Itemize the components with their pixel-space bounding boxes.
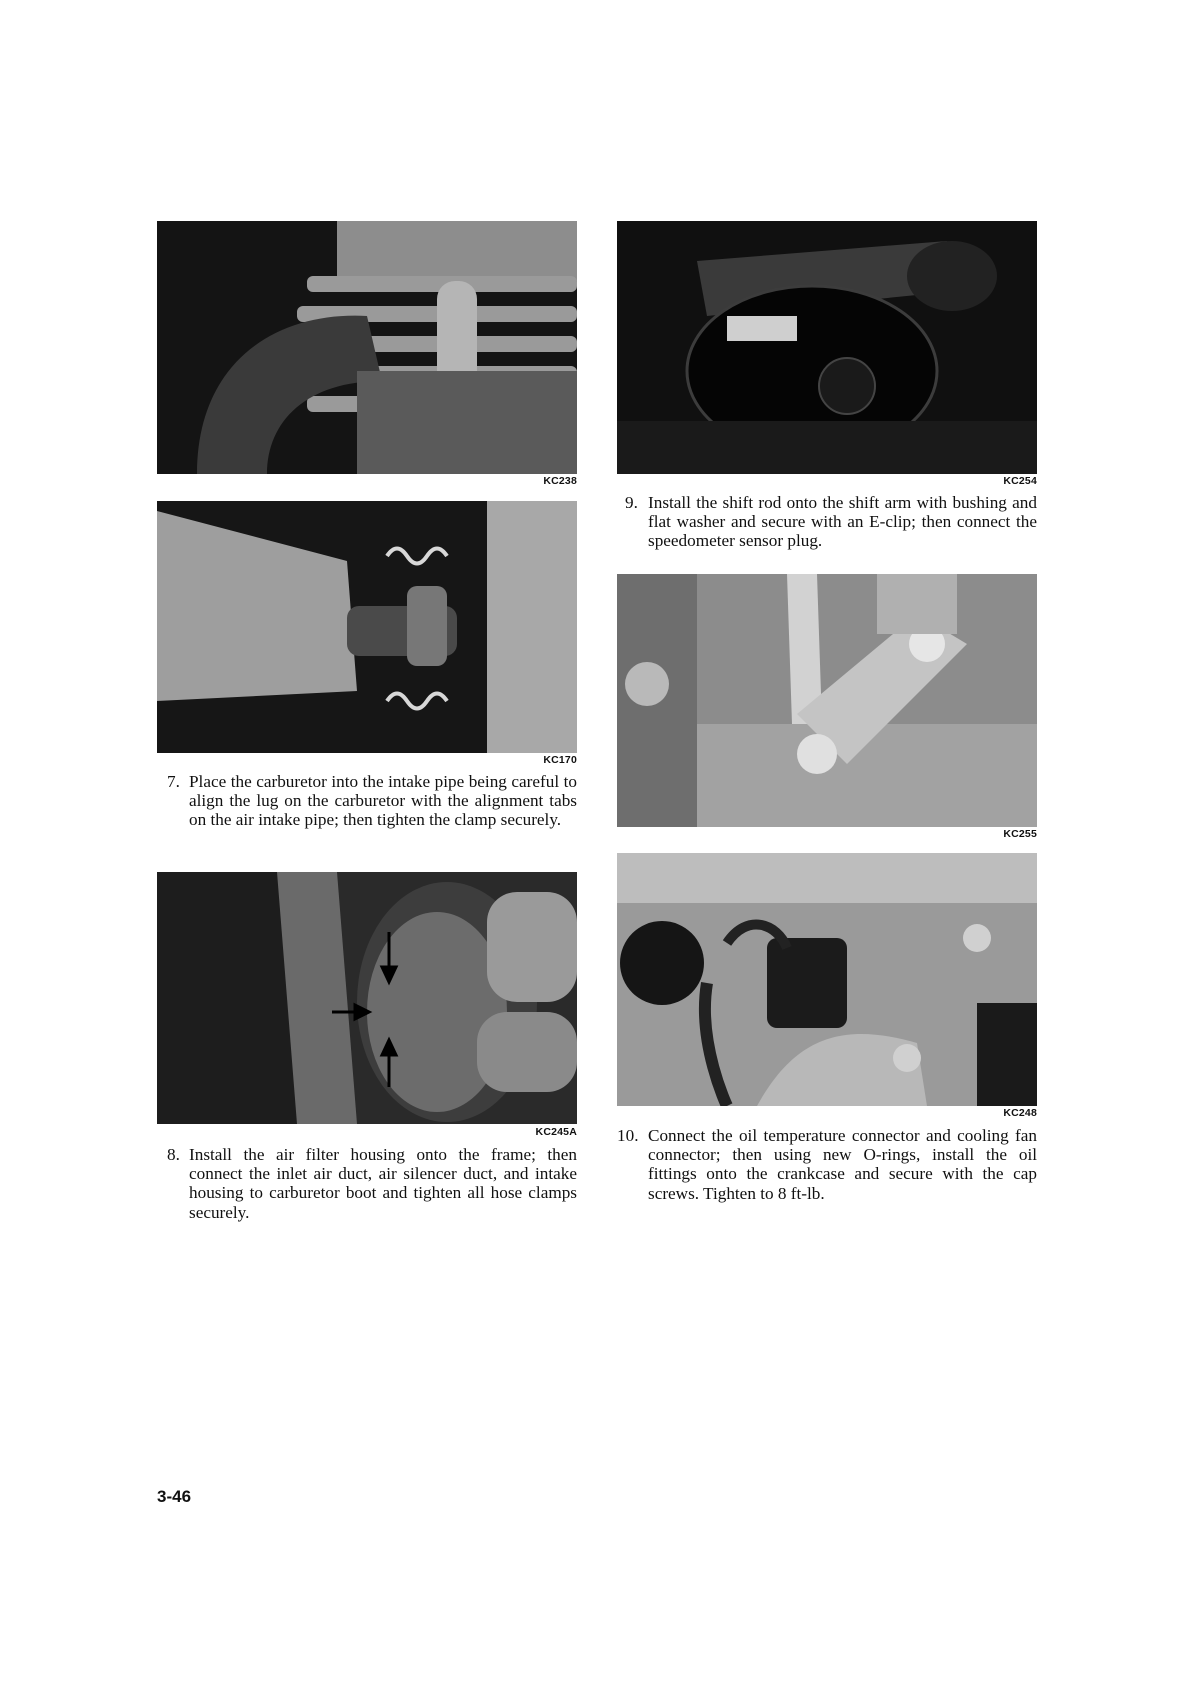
step-8 bbox=[167, 1145, 577, 1222]
step-number: 10. bbox=[617, 1126, 639, 1145]
figure-code-kc245a: KC245A bbox=[535, 1126, 577, 1138]
photo-kc248 bbox=[617, 853, 1037, 1106]
step-number: 8. bbox=[167, 1145, 180, 1164]
step-number: 7. bbox=[167, 772, 180, 791]
step-9 bbox=[617, 493, 1037, 551]
step-7 bbox=[167, 772, 577, 830]
photo-kc170 bbox=[157, 501, 577, 753]
photo-kc254 bbox=[617, 221, 1037, 474]
photo-kc255 bbox=[617, 574, 1037, 827]
figure-code-kc238: KC238 bbox=[543, 475, 577, 487]
figure-code-kc254: KC254 bbox=[1003, 475, 1037, 487]
step-number: 9. bbox=[625, 493, 638, 512]
figure-code-kc170: KC170 bbox=[543, 754, 577, 766]
step-text: Install the shift rod onto the shift arm with bushing and flat washer and secure with an E-clip; then connect the speedometer sensor plug. bbox=[648, 493, 1037, 551]
step-text: Place the carburetor into the intake pipe being careful to align the lug on the carburetor with the alignment tabs on the air intake pipe; then tighten the clamp securely. bbox=[189, 772, 577, 830]
photo-kc238 bbox=[157, 221, 577, 474]
photo-kc245a bbox=[157, 872, 577, 1124]
figure-code-kc248: KC248 bbox=[1003, 1107, 1037, 1119]
step-text: Connect the oil temperature connector and cooling fan connector; then using new O-rings, install the oil fittings onto the crankcase and secure with the cap screws. Tighten to 8 ft-lb. bbox=[648, 1126, 1037, 1203]
step-10 bbox=[617, 1126, 1037, 1203]
step-text: Install the air filter housing onto the frame; then connect the inlet air duct, air silencer duct, and intake housing to carburetor boot and tighten all hose clamps securely. bbox=[189, 1145, 577, 1222]
figure-code-kc255: KC255 bbox=[1003, 828, 1037, 840]
page-number: 3-46 bbox=[157, 1487, 192, 1506]
